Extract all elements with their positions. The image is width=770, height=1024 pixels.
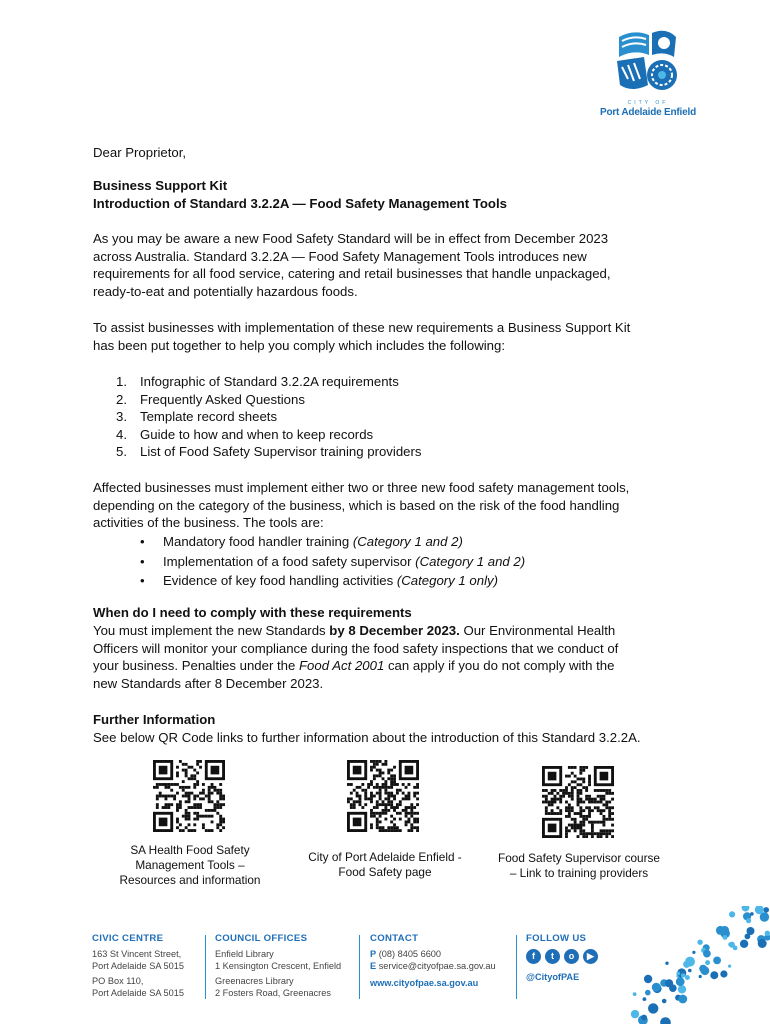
paragraph-tools [93, 479, 629, 532]
social-icons [526, 949, 626, 964]
footer-civic-centre: CIVIC CENTRE 163 St Vincent Street, Port Adelaide SA 5015 PO Box 110, Port Adelaide SA 5015 [92, 933, 204, 1003]
heading-further-information: Further Information [93, 712, 216, 727]
footer-heading: CIVIC CENTRE [92, 933, 164, 944]
list-item: 5. List of Food Safety Supervisor training providers [116, 444, 422, 460]
qr-code-supervisor-course[interactable] [542, 766, 614, 838]
paragraph-comply [93, 622, 618, 692]
list-item: • Mandatory food handler training (Category 1 and 2) [140, 534, 463, 549]
paragraph-line: ready-to-eat and potentially hazardous foods. [93, 283, 358, 299]
footer-divider [205, 935, 206, 999]
logo-city-label: CITY OF [627, 100, 669, 106]
list-item: • Evidence of key food handling activities (Category 1 only) [140, 573, 499, 588]
list-item: 4. Guide to how and when to keep records [116, 426, 374, 442]
heading-comply: When do I need to comply with these requirements [93, 605, 412, 620]
qr-caption-council-food-safety: City of Port Adelaide Enfield - Food Safety page [308, 850, 462, 879]
paragraph-line: across Australia. Standard 3.2.2A — Food Safety Management Tools introduces new [93, 248, 587, 264]
heading-standard-title: Introduction of Standard 3.2.2A — Food Safety Management Tools [93, 196, 507, 211]
facebook-icon[interactable]: f [526, 949, 541, 964]
kit-items-list [116, 373, 421, 461]
paragraph-intro [93, 230, 611, 300]
footer-follow-us [526, 933, 626, 1003]
paragraph-line: Affected businesses must implement either two or three new food safety management tools, [93, 480, 630, 495]
paragraph-line: To assist businesses with implementation of these new requirements a Business Support Kit [93, 320, 631, 335]
paragraph-support-kit [93, 319, 630, 354]
heading-business-support-kit: Business Support Kit [93, 178, 228, 193]
paragraph-line: has been put together to help you comply which includes the following: [93, 337, 505, 353]
footer-heading: COUNCIL OFFICES [215, 933, 308, 944]
salutation: Dear Proprietor, [93, 145, 187, 160]
footer-divider [516, 935, 517, 999]
footer-council-offices: COUNCIL OFFICES Enfield Library 1 Kensington Crescent, Enfield Greenacres Library 2 Fosters Road, Greenacres [215, 933, 355, 1003]
list-item: 2. Frequently Asked Questions [116, 391, 305, 407]
council-logo [596, 27, 700, 121]
council-emblem-icon [614, 27, 680, 97]
further-information-text: See below QR Code links to further information about the introduction of this Standard 3.2.2A. [93, 730, 641, 745]
tools-list [140, 532, 525, 591]
footer-contact [370, 933, 512, 1003]
footer-divider [359, 935, 360, 999]
decorative-dot-pattern [612, 906, 770, 1024]
qr-code-council-food-safety[interactable] [347, 760, 419, 832]
paragraph-line: activities of the business. The tools are: [93, 515, 324, 531]
qr-code-sa-health[interactable] [153, 760, 225, 832]
paragraph-line: As you may be aware a new Food Safety Standard will be in effect from December 2023 [93, 231, 609, 246]
paragraph-line: You must implement the new Standards by 8 December 2023. Our Environmental Health [93, 623, 616, 638]
list-item: 1. Infographic of Standard 3.2.2A requirements [116, 374, 399, 389]
qr-caption-sa-health: SA Health Food Safety Management Tools – Resources and information [119, 843, 261, 887]
twitter-icon[interactable]: t [545, 949, 560, 964]
paragraph-line: your business. Penalties under the Food Act 2001 can apply if you do not comply with the [93, 658, 615, 674]
list-item: • Implementation of a food safety supervisor (Category 1 and 2) [140, 553, 526, 569]
social-handle[interactable]: @CityofPAE [526, 972, 580, 982]
qr-caption-supervisor-course: Food Safety Supervisor course – Link to training providers [498, 851, 660, 880]
footer-heading: FOLLOW US [526, 933, 587, 944]
paragraph-line: requirements for all food service, catering and retail businesses that handle unpackaged, [93, 266, 611, 282]
paragraph-line: Officers will monitor your compliance during the food safety inspections that we conduct of [93, 640, 619, 656]
footer-heading: CONTACT [370, 933, 419, 944]
footer-email[interactable]: E service@cityofpae.sa.gov.au [370, 960, 496, 971]
list-item: 3. Template record sheets [116, 409, 278, 425]
footer-phone[interactable]: P (08) 8405 6600 [370, 949, 442, 959]
logo-council-name: Port Adelaide Enfield [599, 107, 696, 118]
instagram-icon[interactable]: o [564, 949, 579, 964]
footer-website-link[interactable]: www.cityofpae.sa.gov.au [370, 978, 479, 988]
paragraph-line: new Standards after 8 December 2023. [93, 675, 324, 691]
letter-footer [92, 933, 632, 1003]
youtube-icon[interactable]: ▶ [583, 949, 598, 964]
paragraph-line: depending on the category of the business, which is based on the risk of the food handling [93, 497, 620, 513]
